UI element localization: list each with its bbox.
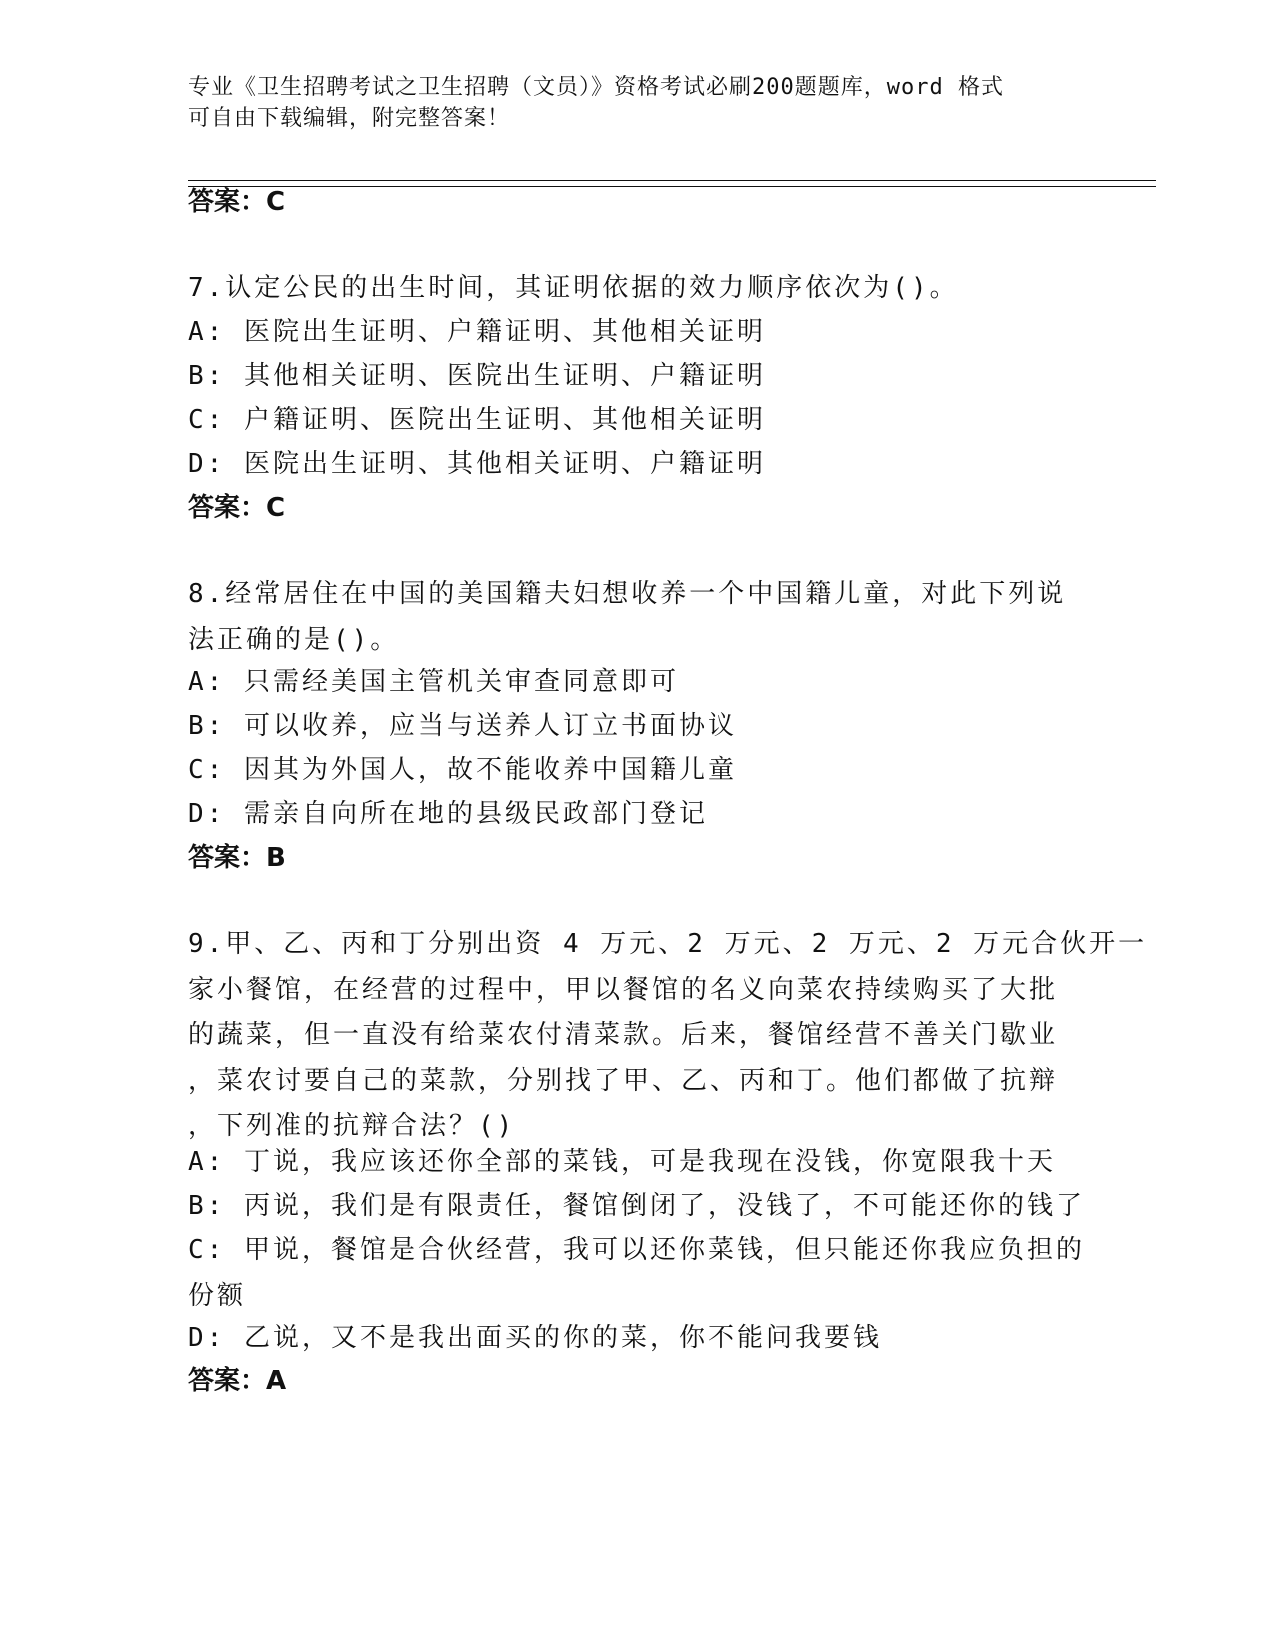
question-9-stem-line-3: 的蔬菜，但一直没有给菜农付清菜款。后来，餐馆经营不善关门歇业 [188, 1020, 1059, 1050]
header-divider-bottom [188, 186, 1156, 187]
question-7-stem [188, 266, 1088, 312]
question-8-option-b: B: 可以收养，应当与送养人订立书面协议 [188, 711, 737, 741]
question-8-answer: 答案：B [188, 843, 286, 873]
header-line-1: 专业《卫生招聘考试之卫生招聘（文员）》资格考试必刷200题题库，word 格式 [188, 75, 1004, 100]
question-7-option-c: C: 户籍证明、医院出生证明、其他相关证明 [188, 405, 766, 435]
question-7-answer: 答案：C [188, 493, 286, 523]
question-9-stem-line-4: ，菜农讨要自己的菜款，分别找了甲、乙、丙和丁。他们都做了抗辩 [188, 1065, 1059, 1096]
question-7-option-b: B: 其他相关证明、医院出生证明、户籍证明 [188, 361, 766, 391]
question-9-option-c [188, 1228, 1088, 1319]
question-8-option-c: C: 因其为外国人，故不能收养中国籍儿童 [188, 755, 737, 785]
question-9-answer: 答案：A [188, 1366, 287, 1396]
question-8-option-a: A: 只需经美国主管机关审查同意即可 [188, 667, 679, 697]
question-9-option-c-line-1: C: 甲说，餐馆是合伙经营，我可以还你菜钱，但只能还你我应负担的 [188, 1235, 1085, 1265]
question-8-stem-line-2: 法正确的是()。 [188, 624, 400, 655]
question-9-option-b: B: 丙说，我们是有限责任，餐馆倒闭了，没钱了，不可能还你的钱了 [188, 1191, 1085, 1221]
question-8-option-d: D: 需亲自向所在地的县级民政部门登记 [188, 799, 708, 829]
previous-answer: 答案：C [188, 187, 286, 217]
question-9-stem-line-5: ，下列准的抗辩合法？() [188, 1111, 516, 1141]
question-9-option-d: D: 乙说，又不是我出面买的你的菜，你不能问我要钱 [188, 1323, 882, 1353]
question-7-option-a: A: 医院出生证明、户籍证明、其他相关证明 [188, 317, 766, 347]
question-7-option-d: D: 医院出生证明、其他相关证明、户籍证明 [188, 449, 766, 479]
question-9-stem-line-2: 家小餐馆，在经营的过程中，甲以餐馆的名义向菜农持续购买了大批 [188, 974, 1059, 1005]
question-8-stem-line-1: 8.经常居住在中国的美国籍夫妇想收养一个中国籍儿童，对此下列说 [188, 579, 1067, 609]
question-7-stem-text: 7.认定公民的出生时间，其证明依据的效力顺序依次为()。 [188, 273, 959, 303]
header-divider-top [188, 180, 1156, 181]
question-8-stem [188, 572, 1088, 663]
question-9-stem [188, 922, 1148, 1150]
question-9-option-c-line-2: 份额 [188, 1280, 247, 1311]
document-header [188, 72, 1068, 134]
question-9-option-a: A: 丁说，我应该还你全部的菜钱，可是我现在没钱，你宽限我十天 [188, 1147, 1056, 1177]
header-line-2: 可自由下载编辑，附完整答案！ [188, 106, 511, 131]
question-9-stem-line-1: 9.甲、乙、丙和丁分别出资 4 万元、2 万元、2 万元、2 万元合伙开一 [188, 929, 1148, 959]
